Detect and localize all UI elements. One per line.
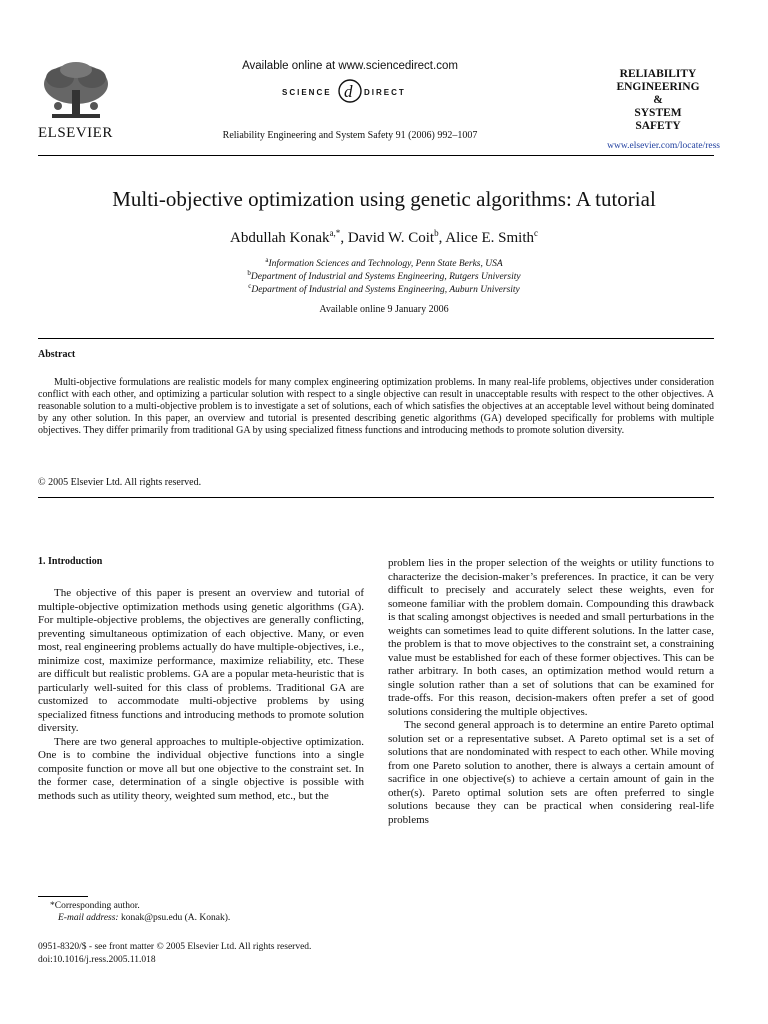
author-mark: b — [434, 228, 439, 238]
affiliation-mark: a — [265, 256, 269, 264]
affiliation-text: Information Sciences and Technology, Penn State Berks, USA — [268, 259, 503, 270]
available-online-date: Available online 9 January 2006 — [319, 304, 449, 315]
journal-title-line: & — [653, 94, 663, 106]
body-paragraph: The objective of this paper is present an overview and tutorial of multiple-objective optimization methods using genetic algorithms (GA). For multiple-objective problems, the objectives are generally conflicting, preventing simultaneous optimization of each objective. Many, or even most, real engineering problems actually do have multiple-objectives, i.e., minimize cost, maximize performance, maximize reliability, etc. These are difficult but realistic problems. GA are a popular meta-heuristic that is particularly well-suited for this class of problems. Traditional GA are customized to accommodate multi-objective problems by using specialized fitness functions and introducing methods to promote solution diversity. — [38, 587, 364, 734]
affiliation-mark: b — [247, 269, 251, 277]
journal-title-line: SAFETY — [635, 120, 681, 132]
abstract-bottom-divider — [38, 497, 714, 498]
journal-reference: Reliability Engineering and System Safety 91 (2006) 992–1007 — [222, 130, 478, 141]
journal-title-block — [598, 68, 718, 133]
footnote-doi: doi:10.1016/j.ress.2005.11.018 — [38, 955, 156, 965]
affiliation-mark: c — [248, 282, 252, 290]
affiliation-text: Department of Industrial and Systems Engineering, Auburn University — [251, 285, 520, 296]
affiliation-text: Department of Industrial and Systems Engineering, Rutgers University — [250, 272, 521, 283]
sciencedirect-logo — [250, 78, 450, 104]
author-mark: a,* — [329, 228, 341, 238]
journal-title-line: ENGINEERING — [616, 81, 700, 93]
sciencedirect-d-glyph: d — [344, 82, 353, 101]
header-divider — [38, 155, 714, 156]
author-name: Abdullah Konak — [229, 230, 330, 246]
sciencedirect-right-text: DIRECT — [364, 88, 406, 97]
journal-url-link[interactable]: www.elsevier.com/locate/ress — [607, 141, 720, 151]
left-column — [38, 587, 364, 803]
body-paragraph: The second general approach is to determine an entire Pareto optimal solution set or a representative subset. A Pareto optimal set is a set of solutions that are nondominated with respect to each other. While moving from one Pareto solution to another, there is always a certain amount of sacrifice in one objective(s) to achieve a certain amount of gain in the other(s). Pareto optimal solution sets are often preferred to single solutions because they can be practical when considering real-life problems — [388, 719, 714, 826]
journal-title-line: RELIABILITY — [619, 68, 697, 80]
abstract-copyright: © 2005 Elsevier Ltd. All rights reserved. — [38, 477, 202, 488]
body-paragraph: There are two general approaches to multiple-objective optimization. One is to combine the individual objective functions into a single composite function or move all but one objective to the constraint set. In the former case, determination of a single objective is possible with methods such as utility theory, weighted sum method, etc., but the — [38, 735, 364, 802]
footnote-issn: 0951-8320/$ - see front matter © 2005 Elsevier Ltd. All rights reserved. — [38, 942, 312, 952]
author-list: Abdullah Konak$^{a,*}$, David W. Coit$^b$, Alice E. Smith$^c$ — [229, 228, 539, 246]
affiliation — [38, 282, 730, 295]
footnote-email — [58, 913, 230, 923]
affiliation — [38, 269, 730, 282]
footnote-divider — [38, 896, 88, 897]
article-title: Multi-objective optimization using genetic algorithms: A tutorial — [112, 187, 656, 211]
author-mark: c — [534, 228, 539, 238]
section-heading: 1. Introduction — [38, 556, 103, 567]
publisher-name: ELSEVIER — [38, 125, 113, 141]
footnote-corresponding: *Corresponding author. — [50, 901, 140, 911]
abstract-heading: Abstract — [38, 349, 76, 360]
body-paragraph: problem lies in the proper selection of the weights or utility functions to characterize the decision-maker’s preferences. In practice, it can be very difficult to precisely and accurately select these weights, even for someone familiar with the problem domain. Compounding this drawback is that scaling amongst objectives is needed and small perturbations in the weights can sometimes lead to quite different solutions. In the latter case, the problem is that to move objectives to the constraint set, a constraining value must be established for each of these former objectives. This can be rather arbitrary. In both cases, an optimization method would return a single solution rather than a set of solutions that can be examined for trade-offs. For this reason, decision-makers often prefer a set of good solutions considering the multiple objectives. — [388, 557, 714, 718]
journal-title-line: SYSTEM — [634, 107, 682, 119]
affiliation — [38, 256, 730, 269]
right-column — [388, 557, 714, 827]
author-name: David W. Coit — [347, 230, 435, 246]
sciencedirect-left-text: SCIENCE — [282, 88, 332, 97]
author-name: Alice E. Smith — [445, 230, 535, 246]
email-value[interactable]: konak@psu.edu (A. Konak). — [120, 913, 231, 923]
email-label: E-mail address: — [58, 913, 119, 923]
abstract-top-divider — [38, 338, 714, 339]
available-online-at: Available online at www.sciencedirect.com — [242, 60, 458, 72]
abstract-text: Multi-objective formulations are realistic models for many complex engineering optimization problems. In many real-life problems, objectives under consideration conflict with each other, and optimizing a particular solution with respect to a single objective can result in unacceptable results with respect to the other objectives. A reasonable solution to a multi-objective problem is to investigate a set of solutions, each of which satisfies the objectives at an acceptable level without being dominated by any other solution. In this paper, an overview and tutorial is presented describing genetic algorithms (GA) developed specifically for problems with multiple objectives. They differ primarily from traditional GA by using specialized fitness functions and introducing methods to promote solution diversity. — [38, 377, 714, 436]
